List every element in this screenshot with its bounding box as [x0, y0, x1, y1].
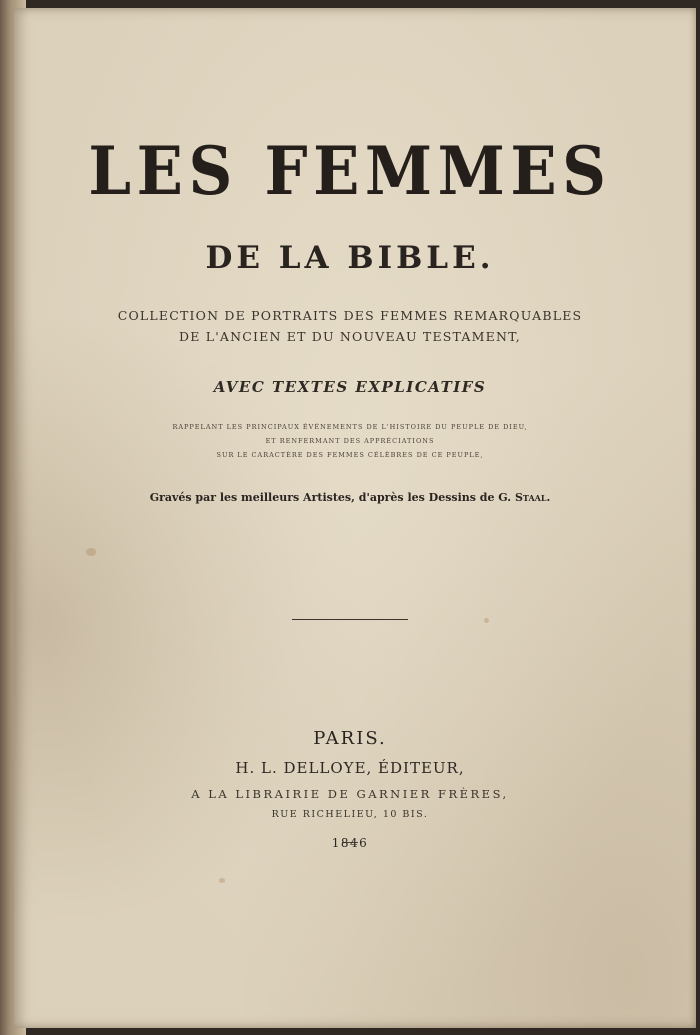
imprint-librairie: A LA LIBRAIRIE DE GARNIER FRÈRES,: [191, 787, 509, 801]
imprint-publisher: H. L. DELLOYE, ÉDITEUR,: [235, 759, 465, 777]
engravers-text: Gravés par les meilleurs Artistes, d'après les Dessins de G.: [149, 491, 512, 504]
imprint-street: RUE RICHELIEU, 10 BIS.: [271, 809, 429, 820]
imprint-year: 1846: [331, 836, 369, 850]
book-subtitle: DE LA BIBLE.: [205, 240, 495, 276]
divider-rule: [0, 607, 700, 625]
book-title: LES FEMMES: [88, 132, 612, 210]
avec-textes-line: AVEC TEXTES EXPLICATIFS: [213, 378, 487, 396]
artist-name: Staal.: [514, 491, 551, 504]
description-line-2: ET RENFERMANT DES APPRÉCIATIONS: [265, 437, 435, 445]
collection-line-2: DE L'ANCIEN ET DU NOUVEAU TESTAMENT,: [179, 329, 521, 344]
description-line-3: SUR LE CARACTÈRE DES FEMMES CÉLÈBRES DE CE PEUPLE,: [216, 451, 484, 459]
foxing-spot: [86, 548, 96, 556]
collection-line-1: COLLECTION DE PORTRAITS DES FEMMES REMARQUABLES: [117, 308, 583, 323]
imprint-city: PARIS.: [313, 728, 387, 749]
description-line-1: RAPPELANT LES PRINCIPAUX ÉVÉNEMENTS DE L'HISTOIRE DU PEUPLE DE DIEU,: [172, 423, 528, 431]
engravers-line: [0, 491, 700, 504]
foxing-spot: [219, 878, 225, 883]
